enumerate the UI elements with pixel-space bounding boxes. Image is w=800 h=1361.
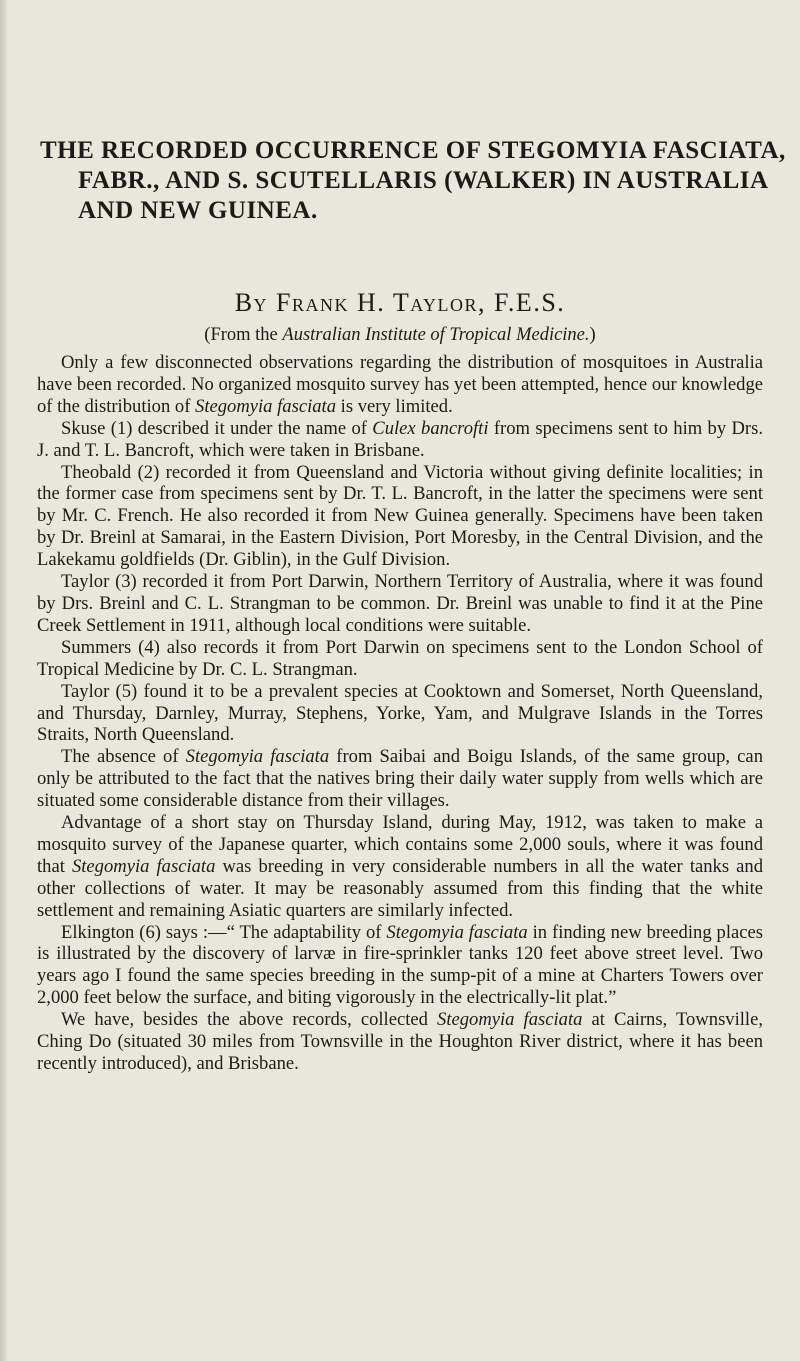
paragraph-6: Taylor (5) found it to be a prevalent species at Cooktown and Somerset, North Queensland, and Thursday, Darnley, Murray, Stephens, Yorke, Yam, and Mulgrave Islands in the Torres Straits, North Queensland. xyxy=(37,680,763,746)
paragraph-4: Taylor (3) recorded it from Port Darwin, Northern Territory of Australia, where it was found by Drs. Breinl and C. L. Strangman to be common. Dr. Breinl was unable to find it at the Pine Creek Settlement in 1911, although local conditions were suitable. xyxy=(37,571,763,636)
paragraph-5: Summers (4) also records it from Port Darwin on specimens sent to the London School of Tropical Medicine by Dr. C. L. Strangman. xyxy=(37,636,763,680)
affiliation-suffix: ) xyxy=(589,325,596,345)
affiliation-prefix: (From the xyxy=(204,325,283,345)
species-name: Culex bancrofti xyxy=(372,417,489,439)
title-line-2: FABR., AND S. SCUTELLARIS (WALKER) IN AUSTRALIA xyxy=(78,167,769,194)
paragraph-7: The absence of Stegomyia fasciata from Saibai and Boigu Islands, of the same group, can only be attributed to the fact that the natives bring their daily water supply from wells which are situated some considerable distance from their villages. xyxy=(37,746,763,812)
title-line-3: AND NEW GUINEA. xyxy=(78,197,318,224)
paragraph-10: We have, besides the above records, collected Stegomyia fasciata at Cairns, Townsville, Ching Do (situated 30 miles from Townsville in the Houghton River district, where it has been recently introduced), and Brisbane. xyxy=(37,1009,763,1074)
paragraph-3: Theobald (2) recorded it from Queensland and Victoria without giving definite localities; in the former case from specimens sent by Dr. T. L. Bancroft, in the latter the specimens were sent by Mr. C. French. He also recorded it from New Guinea generally. Specimens have been taken by Dr. Breinl at Samarai, in the Eastern Division, Port Moresby, in the Central Division, and the Lakekamu goldfields (Dr. Giblin), in the Gulf Division. xyxy=(37,461,763,571)
article-body xyxy=(37,352,763,1075)
species-name: Stegomyia fasciata xyxy=(71,855,216,877)
affiliation-institute: Australian Institute of Tropical Medicine. xyxy=(282,325,590,345)
author-affiliation xyxy=(0,325,800,346)
species-name: Stegomyia fasciata xyxy=(195,395,337,417)
paragraph-8: Advantage of a short stay on Thursday Island, during May, 1912, was taken to make a mosquito survey of the Japanese quarter, which contains some 2,000 souls, where it was found that Stegomyia fasciata was breeding in very considerable numbers in all the water tanks and other collections of water. It may be reasonably assumed from this finding that the white settlement and remaining Asiatic quarters are similarly infected. xyxy=(37,812,763,921)
paragraph-9: Elkington (6) says :—“ The adaptability of Stegomyia fasciata in finding new breeding places is illustrated by the discovery of larvæ in fire-sprinkler tanks 120 feet above street level. Two years ago I found the same species breeding in the sump-pit of a mine at Charters Towers over 2,000 feet below the surface, and biting vigorously in the electrically-lit plat.” xyxy=(37,921,764,1009)
paragraph-2: Skuse (1) described it under the name of Culex bancrofti from specimens sent to him by Drs. J. and T. L. Bancroft, which were taken in Brisbane. xyxy=(37,417,764,461)
author-byline: By Frank H. Taylor, F.E.S. xyxy=(234,288,566,317)
species-name: Stegomyia fasciata xyxy=(386,921,528,943)
paragraph-1: Only a few disconnected observations regarding the distribution of mosquitoes in Australia have been recorded. No organized mosquito survey has yet been attempted, hence our knowledge of the distribution of Stegomyia fasciata is very limited. xyxy=(37,352,763,417)
title-line-1: THE RECORDED OCCURRENCE OF STEGOMYIA FASCIATA, xyxy=(40,137,786,164)
species-name: Stegomyia fasciata xyxy=(185,746,330,768)
species-name: Stegomyia fasciata xyxy=(437,1009,583,1031)
